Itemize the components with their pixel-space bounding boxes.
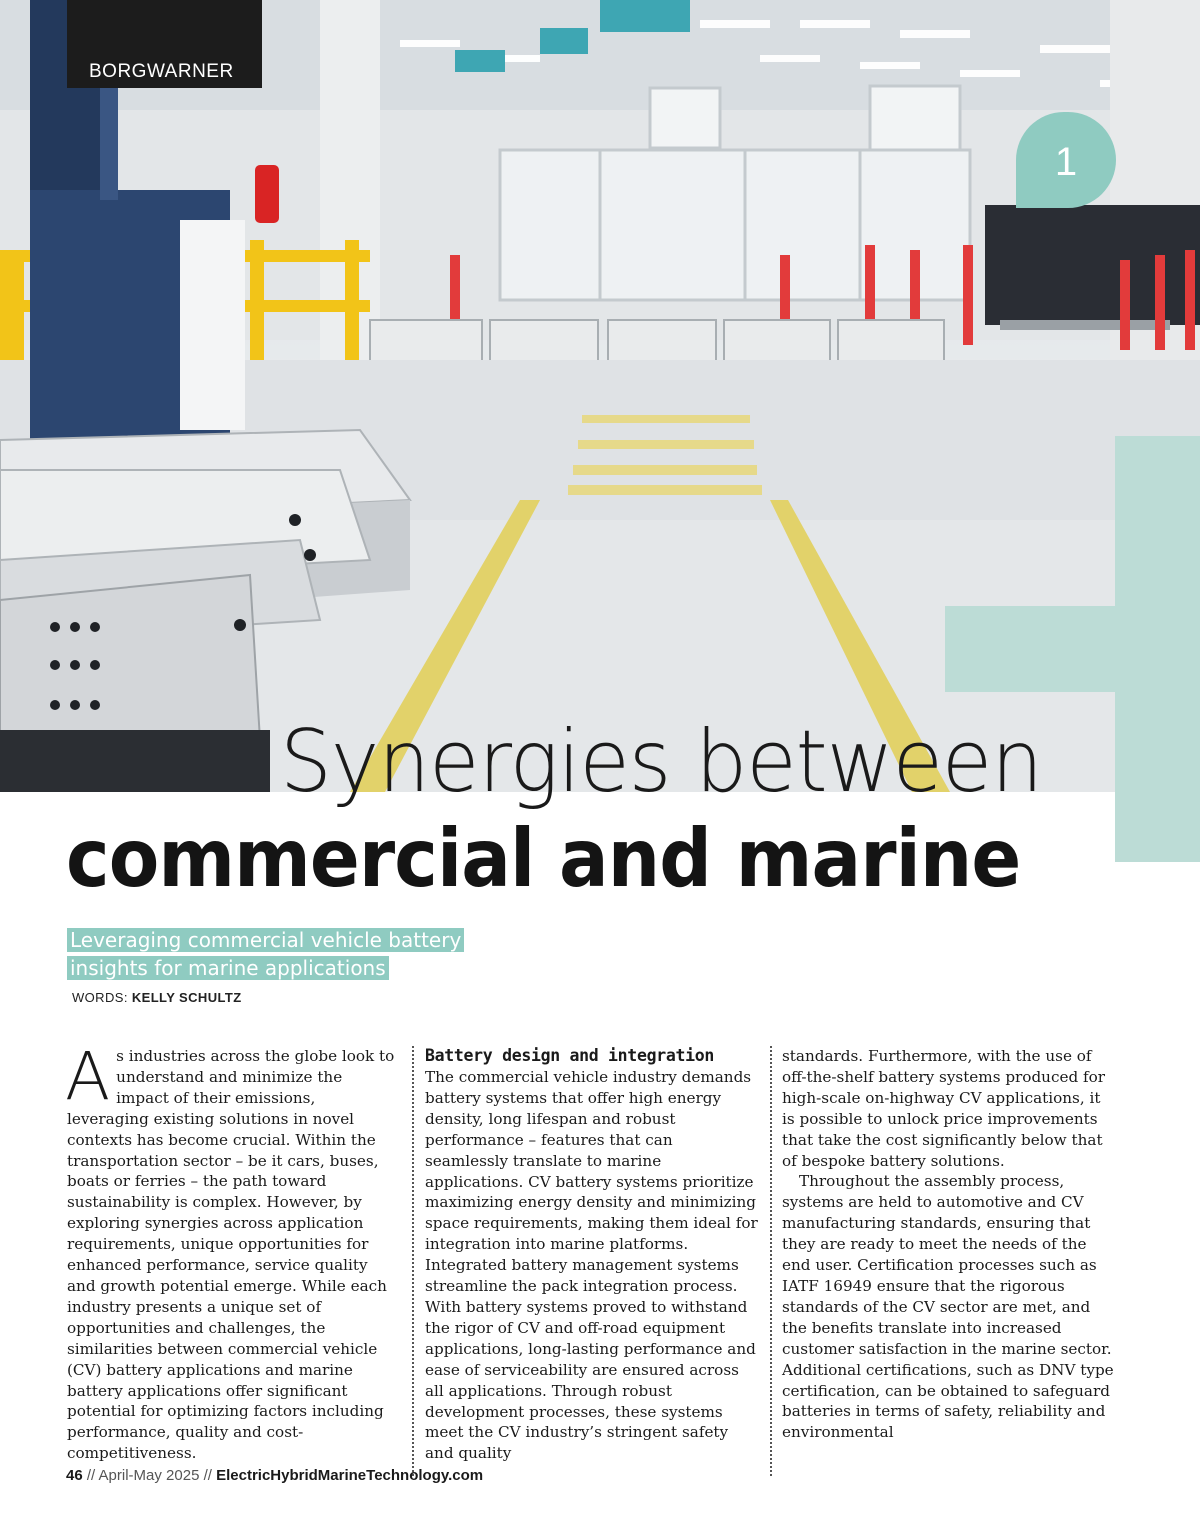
issue-date: April-May 2025 bbox=[98, 1467, 200, 1484]
footer-separator: // bbox=[199, 1467, 217, 1484]
column-divider bbox=[412, 1046, 414, 1476]
column-divider bbox=[770, 1046, 772, 1476]
standfirst-line-1: Leveraging commercial vehicle battery bbox=[67, 928, 464, 952]
standfirst bbox=[67, 926, 527, 982]
byline-author: KELLY SCHULTZ bbox=[131, 990, 242, 1005]
figure-number: 1 bbox=[1054, 140, 1078, 184]
drop-cap: A bbox=[65, 1038, 111, 1115]
body-column-2 bbox=[425, 1046, 760, 1464]
body-column-1 bbox=[65, 1038, 397, 1464]
body-paragraph-battery-design: The commercial vehicle industry demands battery systems that offer high energy density, long lifespan and robust performance – features that can seamlessly translate to marine applications. CV battery systems prioritize maximizing energy density and minimizing space requirements, making them ideal for integration into marine platforms. Integrated battery management systems streamline the pack integration process. With battery systems proved to withstand the rigor of CV and off-road equipment applications, long-lasting performance and ease of serviceability are ensured across all applications. Through robust development processes, these systems meet the CV industry’s stringent safety and quality bbox=[425, 1068, 758, 1463]
website-link[interactable]: ElectricHybridMarineTechnology.com bbox=[216, 1467, 484, 1484]
page-number: 46 bbox=[66, 1467, 83, 1484]
section-label: BORGWARNER bbox=[89, 61, 234, 82]
decorative-plus-horizontal bbox=[945, 606, 1200, 692]
section-tag bbox=[67, 0, 262, 88]
byline bbox=[72, 990, 242, 1005]
figure-number-badge bbox=[1016, 112, 1116, 208]
subheading: Battery design and integration bbox=[425, 1046, 715, 1065]
headline-line-1: Synergies between bbox=[280, 712, 1043, 812]
footer-separator: // bbox=[82, 1467, 99, 1484]
body-paragraph-standards: standards. Furthermore, with the use of off-the-shelf battery systems produced for high-scale on-highway CV applications, it is possible to unlock price improvements that take the cost significantly below that of bespoke battery solutions. bbox=[782, 1047, 1106, 1170]
headline-line-2: commercial and marine bbox=[66, 812, 1021, 905]
body-column-3 bbox=[782, 1046, 1117, 1443]
byline-label: WORDS: bbox=[72, 990, 128, 1005]
body-paragraph-intro: s industries across the globe look to understand and minimize the impact of their emissions, leveraging existing solutions in novel contexts has become crucial. Within the transportation sector – be it cars, buses, boats or ferries – the path toward sustainability is complex. However, by exploring synergies across application requirements, unique opportunities for enhanced performance, service quality and growth potential emerge. While each industry presents a unique set of opportunities and challenges, the similarities between commercial vehicle (CV) battery applications and marine battery applications offer significant potential for optimizing factors including performance, quality and cost-competitiveness. bbox=[67, 1047, 395, 1463]
body-paragraph-assembly: Throughout the assembly process, systems are held to automotive and CV manufacturing standards, ensuring that they are ready to meet the needs of the end user. Certification processes such as IATF 16949 ensure that the rigorous standards of the CV sector are met, and the benefits translate into increased customer satisfaction in the marine sector. Additional certifications, such as DNV type certification, can be obtained to safeguard batteries in terms of safety, reliability and environmental bbox=[782, 1172, 1114, 1442]
page-footer bbox=[66, 1467, 483, 1484]
standfirst-line-2: insights for marine applications bbox=[67, 956, 389, 980]
